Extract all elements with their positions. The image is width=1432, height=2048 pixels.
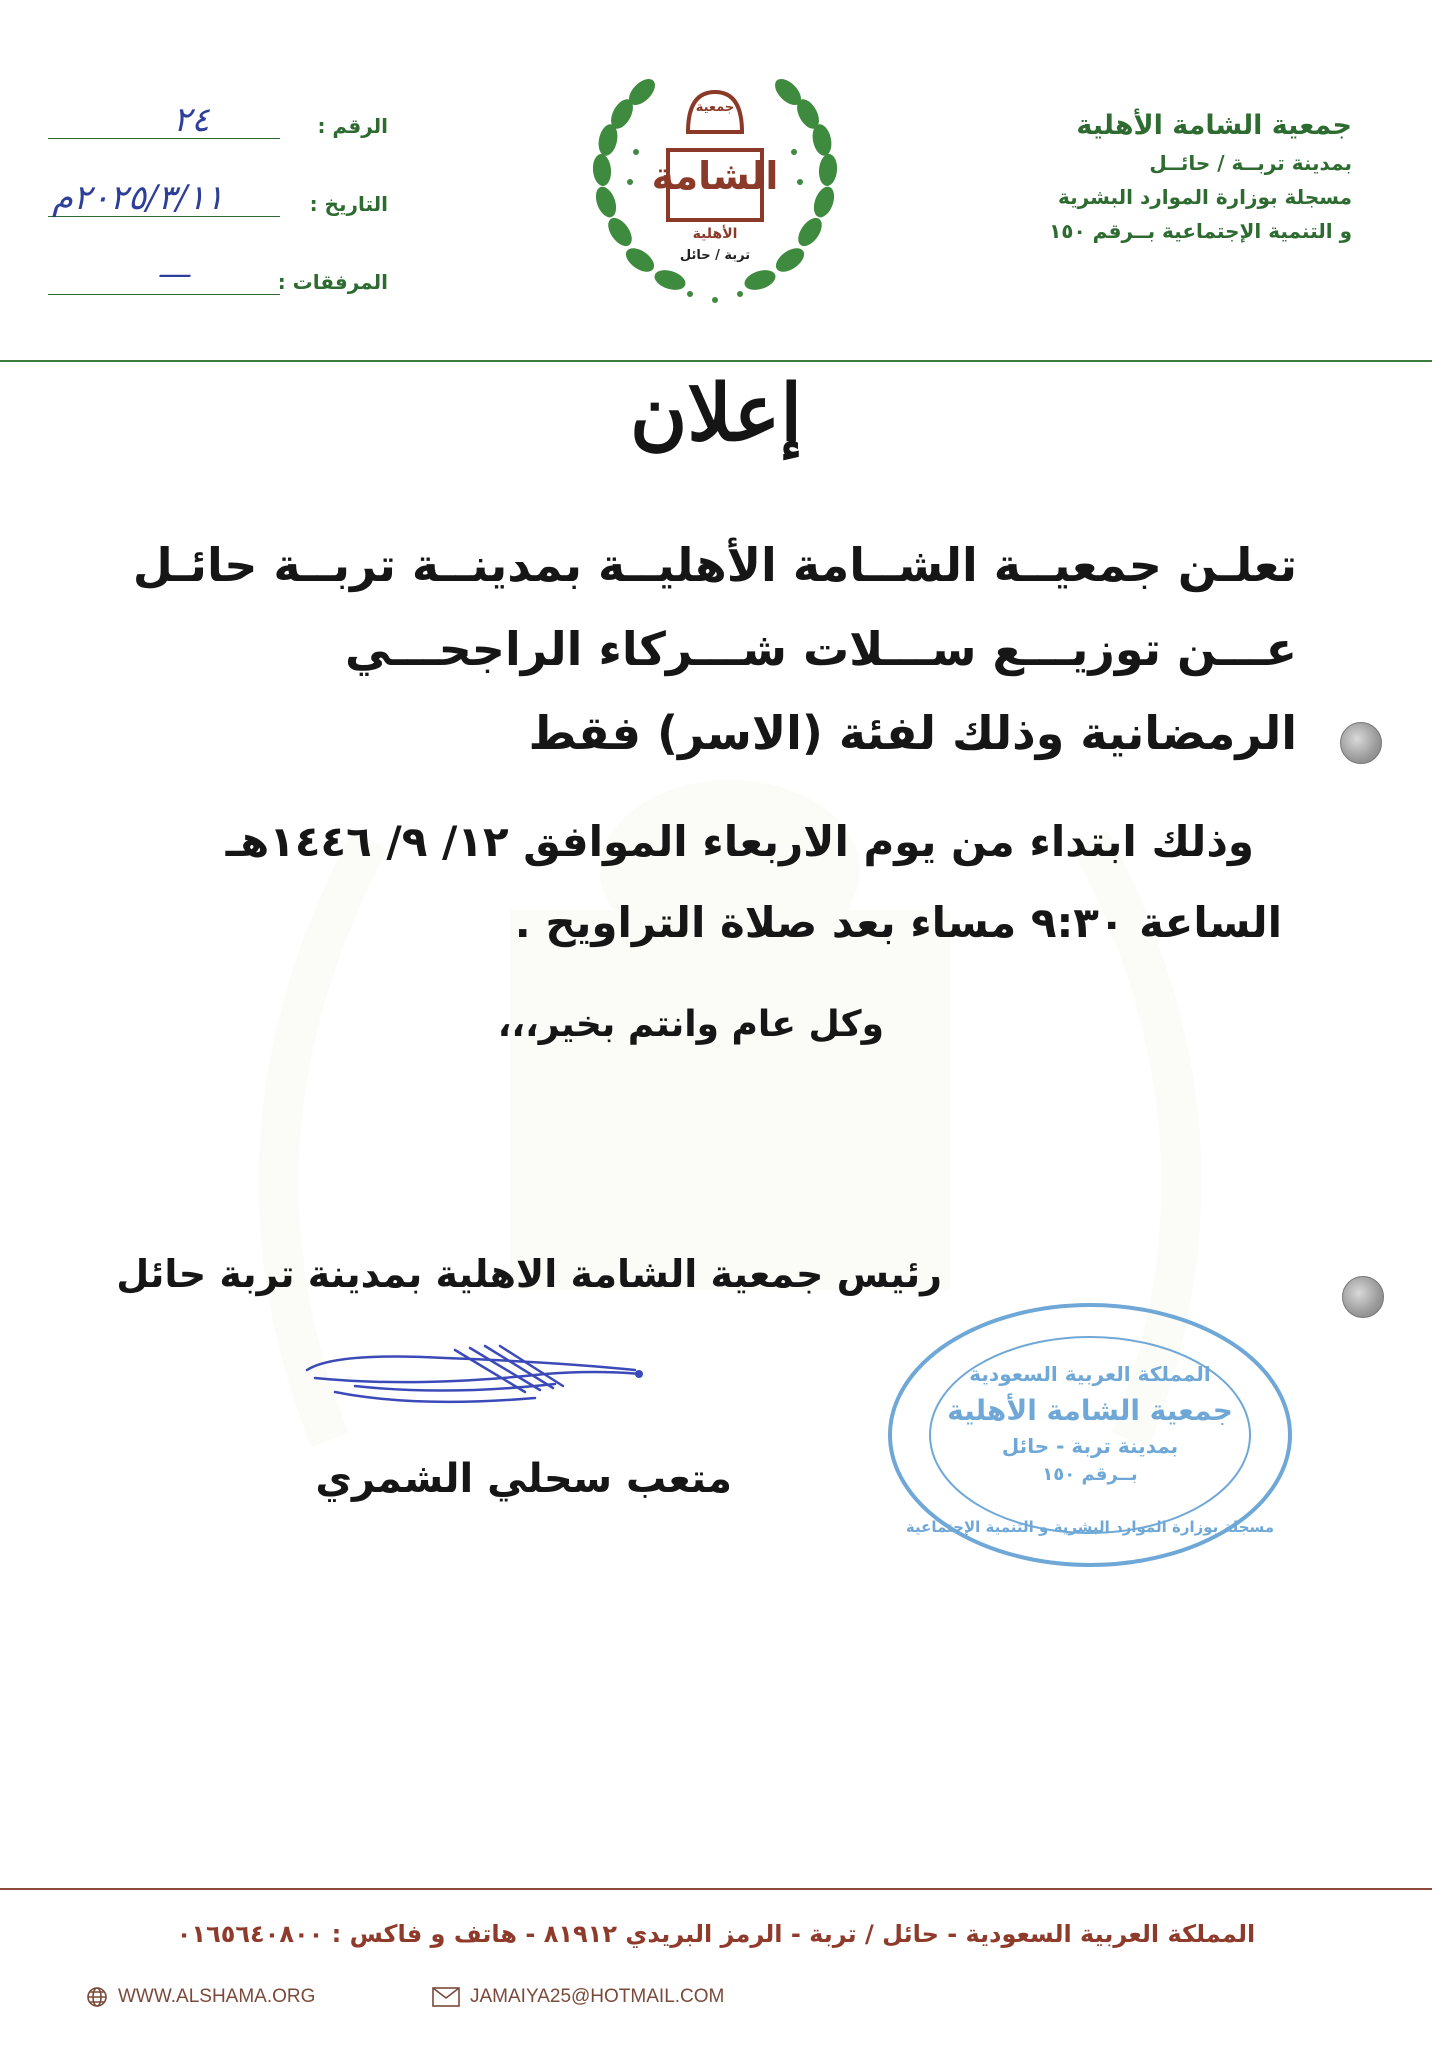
email-text[interactable]: JAMAIYA25@HOTMAIL.COM [470, 1986, 725, 2007]
announcement-line-5: الساعة ٩:٣٠ مساء بعد صلاة التراويح . [514, 898, 1282, 947]
announcement-title: إعلان [629, 368, 803, 459]
announcement-line-2: عـــن توزيـــع ســـلات شـــركاء الراجحـــي [344, 622, 1297, 676]
org-info [972, 110, 1352, 253]
logo-main-text: الشامة [651, 154, 779, 198]
org-logo [570, 62, 860, 322]
globe-icon [86, 1986, 108, 2008]
signatory-name: متعب سحلي الشمري [315, 1456, 732, 1502]
stamp-ring-text: مسجلة بوزارة الموارد البشرية و التنمية الإجتماعية [905, 1518, 1275, 1536]
footer-email[interactable] [432, 1982, 724, 2012]
logo-top-text: جمعية [695, 100, 735, 115]
official-stamp [880, 1290, 1300, 1580]
stamp-country: المملكة العربية السعودية [969, 1362, 1211, 1386]
reference-attachments-line [48, 294, 280, 295]
envelope-icon [432, 1987, 460, 2007]
org-registration-number: و التنمية الإجتماعية بــرقم ١٥٠ [1049, 219, 1352, 243]
reference-attachments-row [48, 254, 388, 306]
announcement-line-4: وذلك ابتداء من يوم الاربعاء الموافق ١٢/ ٩/ ١٤٤٦هـ [225, 817, 1254, 866]
reference-number-value: ٢٤ [173, 100, 210, 140]
reference-date-row [48, 178, 388, 228]
punch-hole [1340, 722, 1382, 764]
org-city: بمدينة تربــة / حائــل [1149, 151, 1352, 175]
stamp-number: بــرقم ١٥٠ [1042, 1464, 1138, 1485]
footer-divider [0, 1888, 1432, 1890]
footer-website[interactable] [86, 1982, 315, 2012]
reference-attachments-label: المرفقات : [277, 270, 388, 294]
reference-date-value: ٢٠٢٥/٣/١١م [52, 178, 224, 218]
reference-number-row [48, 100, 388, 150]
org-registration: مسجلة بوزارة الموارد البشرية [1058, 185, 1352, 209]
handwritten-signature [295, 1330, 655, 1410]
reference-number-line [48, 138, 280, 139]
closing-greeting: وكل عام وانتم بخير،،، [497, 1004, 884, 1045]
stamp-org-name: جمعية الشامة الأهلية [947, 1394, 1233, 1427]
logo-location-text: تربة / حائل [679, 248, 751, 263]
announcement-line-1: تعلـن جمعيــة الشــامة الأهليــة بمدينــة تربــة حائـل [132, 538, 1297, 592]
org-name: جمعية الشامة الأهلية [1076, 110, 1352, 141]
stamp-city: بمدينة تربة - حائل [1001, 1434, 1179, 1458]
footer-address: المملكة العربية السعودية - حائل / تربة - الرمز البريدي ٨١٩١٢ - هاتف و فاكس : ٠١٦٥٦٤٠٨٠٠ [176, 1920, 1256, 1948]
reference-number-label: الرقم : [317, 114, 388, 138]
reference-attachments-value: — [158, 254, 192, 294]
announcement-line-3: الرمضانية وذلك لفئة (الاسر) فقط [528, 706, 1297, 760]
reference-date-label: التاريخ : [309, 192, 388, 216]
logo-sub-text: الأهلية [692, 226, 738, 242]
signatory-title: رئيس جمعية الشامة الاهلية بمدينة تربة حائل [116, 1252, 942, 1296]
punch-hole [1342, 1276, 1384, 1318]
website-text[interactable]: WWW.ALSHAMA.ORG [118, 1986, 316, 2007]
header-divider [0, 360, 1432, 362]
